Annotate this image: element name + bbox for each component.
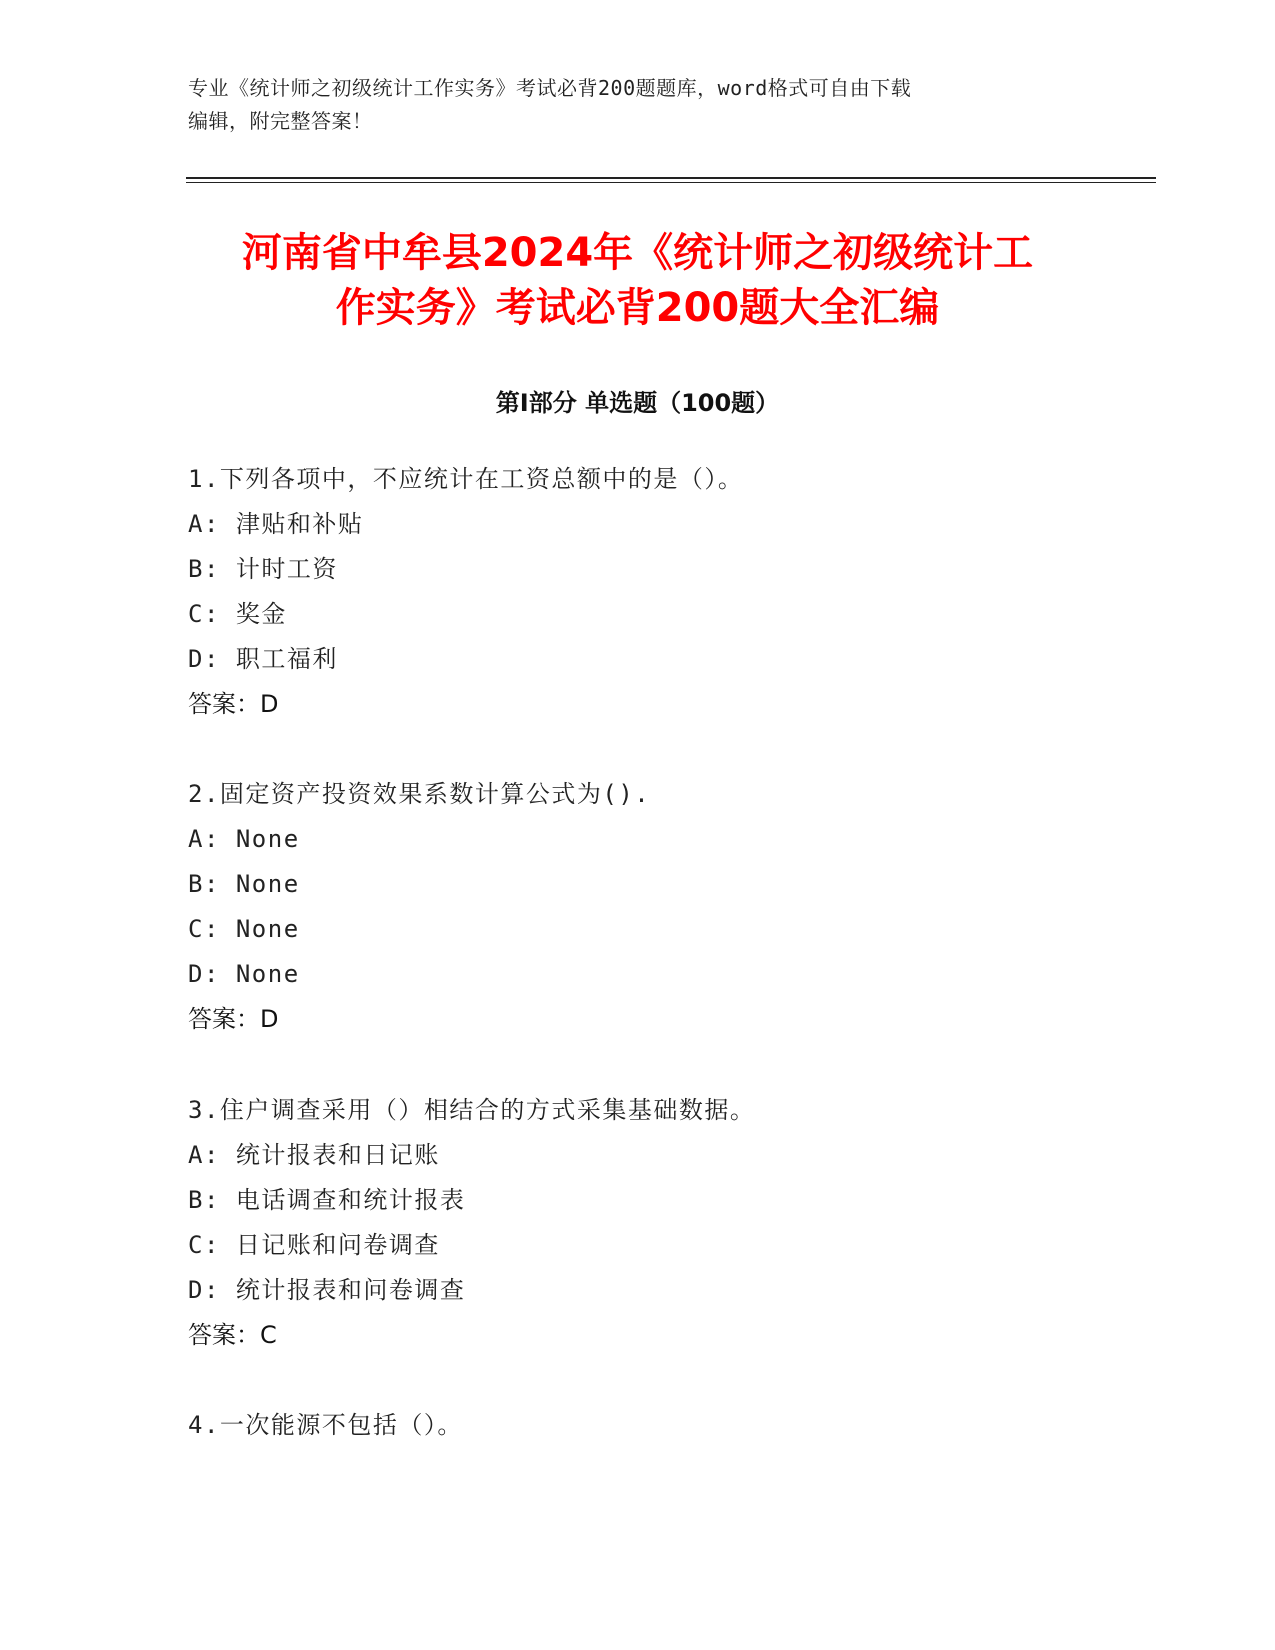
question-1 <box>188 457 1168 727</box>
option-d: D: None <box>188 960 300 988</box>
header-divider-thick <box>186 177 1156 179</box>
question-2 <box>188 772 1168 1042</box>
question-stem: 1.下列各项中，不应统计在工资总额中的是（）。 <box>188 465 744 493</box>
option-c: C: None <box>188 915 300 943</box>
document-title <box>150 226 1125 336</box>
question-stem: 3.住户调查采用（）相结合的方式采集基础数据。 <box>188 1096 756 1124</box>
option-b: B: 电话调查和统计报表 <box>188 1186 466 1214</box>
document-title-line-1: 河南省中牟县2024年《统计师之初级统计工 <box>241 230 1034 276</box>
option-a: A: 统计报表和日记账 <box>188 1141 440 1169</box>
header-note-line-1: 专业《统计师之初级统计工作实务》考试必背200题题库，word格式可自由下载 <box>188 76 912 100</box>
question-stem: 2.固定资产投资效果系数计算公式为(). <box>188 780 651 808</box>
option-c: C: 日记账和问卷调查 <box>188 1231 440 1259</box>
section-title: 第Ⅰ部分 单选题（100题） <box>495 389 780 417</box>
option-d: D: 统计报表和问卷调查 <box>188 1276 466 1304</box>
question-stem: 4.一次能源不包括（）。 <box>188 1411 463 1439</box>
answer: 答案：D <box>188 690 279 718</box>
answer: 答案：C <box>188 1321 277 1349</box>
question-4 <box>188 1403 1168 1448</box>
header-note-line-2: 编辑，附完整答案！ <box>188 109 373 133</box>
option-c: C: 奖金 <box>188 600 287 628</box>
option-a: A: 津贴和补贴 <box>188 510 364 538</box>
option-b: B: None <box>188 870 300 898</box>
option-d: D: 职工福利 <box>188 645 338 673</box>
header-note <box>188 72 1088 138</box>
header-divider-thin <box>186 182 1156 183</box>
option-b: B: 计时工资 <box>188 555 338 583</box>
question-3 <box>188 1088 1168 1358</box>
option-a: A: None <box>188 825 300 853</box>
answer: 答案：D <box>188 1005 279 1033</box>
document-title-line-2: 作实务》考试必背200题大全汇编 <box>335 285 940 331</box>
